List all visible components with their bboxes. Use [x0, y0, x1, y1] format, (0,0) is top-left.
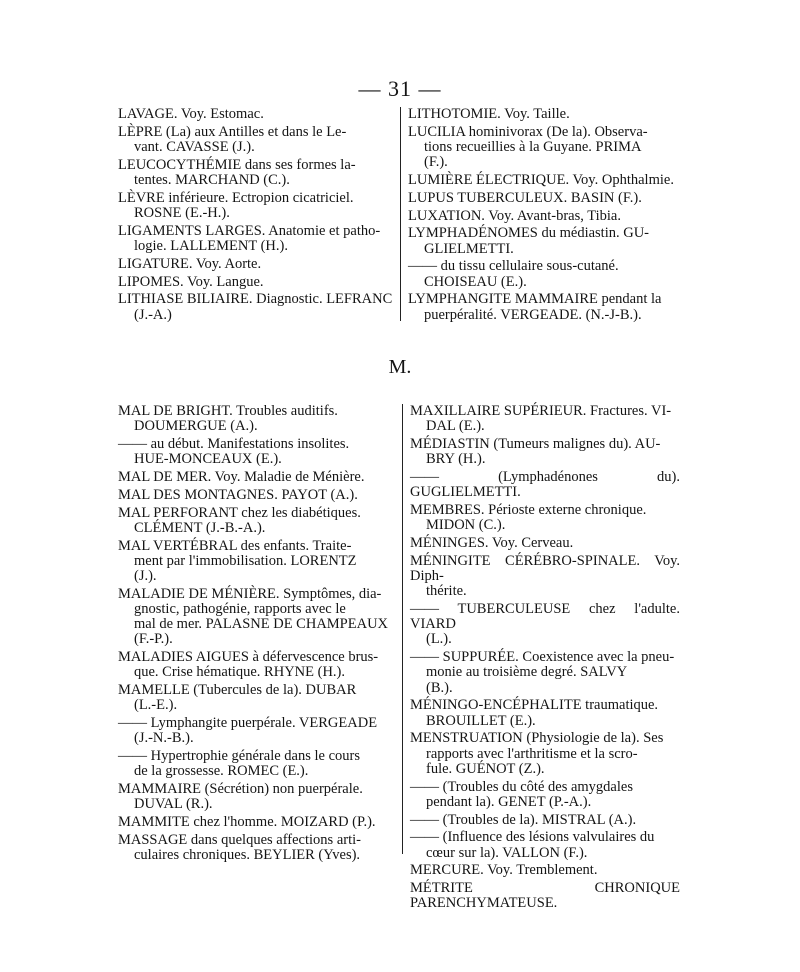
- index-entry: [118, 587, 396, 648]
- index-entry-line: ROSNE (E.-H.).: [134, 205, 230, 221]
- index-entry-line: MENSTRUATION (Physiologie de la). Ses: [410, 730, 664, 747]
- entries-bottom-right: [410, 404, 680, 914]
- index-entry-line: MERCURE. Voy. Tremblement.: [410, 862, 598, 879]
- index-entry-line: —— (Lymphadénones du). GUGLIELMETTI.: [410, 469, 680, 501]
- index-entry: [408, 125, 680, 171]
- page-number: — 31 —: [358, 76, 442, 101]
- index-entry-line: LIPOMES. Voy. Langue.: [118, 273, 264, 290]
- index-entry-line: —— Hypertrophie générale dans le cours: [118, 748, 360, 765]
- index-entry: [410, 437, 680, 467]
- index-entry-line: MALADIE DE MÉNIÈRE. Symptômes, dia-: [118, 585, 382, 602]
- index-entry-line: LUCILIA hominivorax (De la). Observa-: [408, 123, 648, 140]
- index-entry-line: LÈPRE (La) aux Antilles et dans le Le-: [118, 123, 347, 140]
- index-entry: [410, 554, 680, 600]
- index-entry: [408, 209, 680, 224]
- index-entry-line: —— (Influence des lésions valvulaires du: [410, 829, 655, 846]
- index-entry-line: (J.).: [134, 568, 157, 584]
- index-entry-line: DUVAL (R.).: [134, 796, 213, 813]
- index-entry-line: rapports avec l'arthritisme et la scro-: [426, 745, 638, 762]
- index-entry-line: —— TUBERCULEUSE chez l'adulte. VIARD: [410, 601, 680, 633]
- index-entry-line: —— (Troubles de la). MISTRAL (A.).: [410, 811, 637, 828]
- index-entry: [118, 815, 396, 830]
- index-entry-line: MAL DES MONTAGNES. PAYOT (A.).: [118, 486, 358, 503]
- index-entry: [410, 863, 680, 878]
- index-entry-line: MAL DE BRIGHT. Troubles auditifs.: [118, 403, 338, 419]
- column-divider-top: [400, 107, 401, 321]
- index-entry-line: LYMPHANGITE MAMMAIRE pendant la: [408, 291, 662, 308]
- index-entry-line: (J.-N.-B.).: [134, 730, 194, 747]
- index-entry-line: MIDON (C.).: [426, 517, 506, 534]
- index-entry-line: LAVAGE. Voy. Estomac.: [118, 106, 264, 122]
- index-entry-line: (F.).: [424, 154, 448, 171]
- index-entry-line: MAXILLAIRE SUPÉRIEUR. Fractures. VI-: [410, 403, 672, 419]
- index-entry-line: (L.).: [426, 631, 452, 648]
- index-entry: [118, 683, 396, 713]
- index-entry-line: —— SUPPURÉE. Coexistence avec la pneu-: [410, 649, 675, 666]
- index-entry-line: thérite.: [426, 583, 467, 600]
- index-entry: [118, 191, 396, 221]
- index-entry-line: (F.-P.).: [134, 631, 173, 648]
- index-entry: [118, 404, 396, 434]
- index-entry-line: LITHOTOMIE. Voy. Taille.: [408, 106, 570, 122]
- index-entry-line: MAL DE MER. Voy. Maladie de Ménière.: [118, 469, 365, 485]
- index-entry: [118, 749, 396, 779]
- index-entry: [118, 437, 396, 467]
- index-entry-line: mal de mer. PALASNE DE CHAMPEAUX: [134, 616, 389, 633]
- index-entry: [118, 158, 396, 188]
- index-entry: [408, 259, 680, 289]
- index-entry-line: MÉTRITE CHRONIQUE PARENCHYMATEUSE.: [410, 880, 680, 912]
- index-entry-line: GLIELMETTI.: [424, 240, 514, 257]
- index-entry-line: LIGATURE. Voy. Aorte.: [118, 255, 262, 272]
- index-entry: [118, 782, 396, 812]
- index-entry-line: HUE-MONCEAUX (E.).: [134, 451, 282, 468]
- index-entry: [118, 292, 396, 322]
- index-entry: [408, 191, 680, 206]
- index-entry-line: LÈVRE inférieure. Ectropion cicatriciel.: [118, 189, 354, 206]
- index-entry-line: MÉNINGO-ENCÉPHALITE traumatique.: [410, 697, 659, 714]
- index-entry: [118, 224, 396, 254]
- index-entry: [408, 173, 680, 188]
- index-entry: [118, 488, 396, 503]
- index-entry: [408, 107, 680, 122]
- index-entry-line: LIGAMENTS LARGES. Anatomie et patho-: [118, 222, 381, 239]
- index-entry: [410, 536, 680, 551]
- index-entry-line: que. Crise hématique. RHYNE (H.).: [134, 664, 346, 681]
- index-entry: [410, 780, 680, 810]
- index-entry: [408, 226, 680, 256]
- index-entry: [118, 716, 396, 746]
- index-entry: [410, 830, 680, 860]
- index-entry-line: puerpéralité. VERGEADE. (N.-J-B.).: [424, 306, 642, 323]
- index-entry: [410, 503, 680, 533]
- index-entry-line: (L.-E.).: [134, 697, 178, 714]
- index-entry-line: —— du tissu cellulaire sous-cutané.: [408, 258, 619, 275]
- index-entry-line: DOUMERGUE (A.).: [134, 418, 258, 435]
- entries-top-left: [118, 107, 396, 325]
- index-entry: [410, 404, 680, 434]
- index-entry: [118, 257, 396, 272]
- index-entry: [118, 107, 396, 122]
- index-entry-line: fule. GUÉNOT (Z.).: [426, 760, 545, 777]
- index-entry-line: MAMMAIRE (Sécrétion) non puerpérale.: [118, 781, 363, 798]
- index-entry-line: tions recueillies à la Guyane. PRIMA: [424, 139, 642, 155]
- index-entry-line: (B.).: [426, 679, 453, 696]
- index-entry-line: (J.-A.): [134, 306, 172, 323]
- entries-bottom-left: [118, 404, 396, 866]
- index-entry-line: BROUILLET (E.).: [426, 712, 536, 729]
- index-entry-line: DAL (E.).: [426, 418, 485, 435]
- index-entry-line: MASSAGE dans quelques affections arti-: [118, 832, 361, 848]
- index-entry: [408, 292, 680, 322]
- index-entry-line: MÉDIASTIN (Tumeurs malignes du). AU-: [410, 436, 661, 452]
- index-entry-line: tentes. MARCHAND (C.).: [134, 172, 290, 188]
- index-entry-line: LYMPHADÉNOMES du médiastin. GU-: [408, 225, 650, 242]
- index-entry-line: MAL PERFORANT chez les diabétiques.: [118, 504, 361, 521]
- index-entry: [410, 470, 680, 500]
- index-entry: [410, 881, 680, 911]
- index-entry-line: MÉNINGITE CÉRÉBRO-SPINALE. Voy. Diph-: [410, 552, 680, 584]
- index-entry-line: LUPUS TUBERCULEUX. BASIN (F.).: [408, 189, 642, 206]
- index-entry-line: MEMBRES. Périoste externe chronique.: [410, 502, 647, 518]
- index-entry-line: MAMELLE (Tubercules de la). DUBAR: [118, 682, 357, 699]
- index-entry-line: ment par l'immobilisation. LORENTZ: [134, 552, 357, 569]
- index-entry: [118, 650, 396, 680]
- index-entry-line: —— (Troubles du côté des amygdales: [410, 778, 633, 795]
- index-entry-line: monie au troisième degré. SALVY: [426, 664, 628, 681]
- index-entry-line: —— Lymphangite puerpérale. VERGEADE: [118, 715, 378, 732]
- index-entry-line: cœur sur la). VALLON (F.).: [426, 844, 588, 861]
- index-entry-line: LITHIASE BILIAIRE. Diagnostic. LEFRANC: [118, 291, 393, 308]
- index-entry-line: LEUCOCYTHÉMIE dans ses formes la-: [118, 156, 356, 173]
- index-entry-line: de la grossesse. ROMEC (E.).: [134, 763, 309, 780]
- index-entry: [410, 731, 680, 777]
- index-entry: [410, 602, 680, 648]
- index-entry-line: MAL VERTÉBRAL des enfants. Traite-: [118, 537, 352, 554]
- index-entry-line: LUMIÈRE ÉLECTRIQUE. Voy. Ophthalmie.: [408, 172, 674, 188]
- index-entry-line: LUXATION. Voy. Avant-bras, Tibia.: [408, 207, 621, 224]
- index-entry-line: pendant la). GENET (P.-A.).: [426, 793, 592, 810]
- section-heading: M.: [388, 356, 412, 378]
- index-entry: [118, 506, 396, 536]
- index-entry-line: culaires chroniques. BEYLIER (Yves).: [134, 847, 361, 864]
- index-entry-line: MALADIES AIGUES à défervescence brus-: [118, 649, 379, 666]
- index-entry: [410, 813, 680, 828]
- index-entry-line: vant. CAVASSE (J.).: [134, 139, 255, 155]
- entries-top-right: [408, 107, 680, 325]
- index-entry-line: logie. LALLEMENT (H.).: [134, 238, 288, 254]
- index-entry: [410, 650, 680, 696]
- index-entry-line: CLÉMENT (J.-B.-A.).: [134, 519, 266, 536]
- index-entry-line: CHOISEAU (E.).: [424, 273, 527, 290]
- index-entry-line: MÉNINGES. Voy. Cerveau.: [410, 535, 574, 551]
- index-entry-line: BRY (H.).: [426, 451, 486, 468]
- index-entry-line: —— au début. Manifestations insolites.: [118, 436, 350, 452]
- index-entry: [118, 275, 396, 290]
- index-entry: [118, 125, 396, 155]
- index-entry: [118, 539, 396, 585]
- index-entry: [410, 698, 680, 728]
- index-entry-line: MAMMITE chez l'homme. MOIZARD (P.).: [118, 814, 376, 831]
- index-entry: [118, 833, 396, 863]
- column-divider-bottom: [402, 404, 403, 854]
- index-entry-line: gnostic, pathogénie, rapports avec le: [134, 601, 346, 617]
- index-entry: [118, 470, 396, 485]
